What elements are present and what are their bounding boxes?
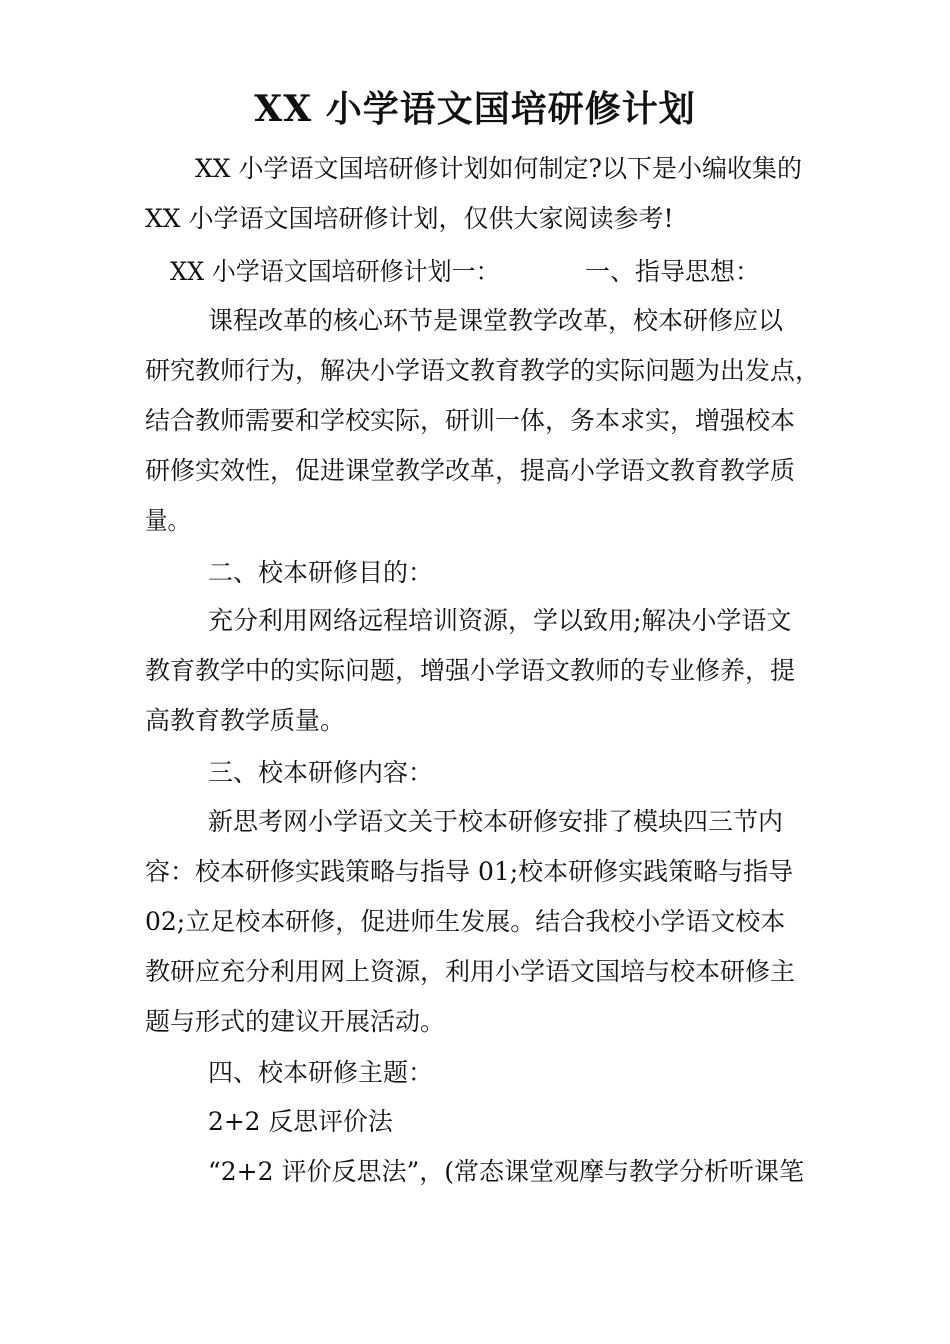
- section-four-heading: 四、校本研修主题：: [208, 1058, 434, 1087]
- document-title: XX 小学语文国培研修计划: [254, 88, 696, 130]
- paragraph-line: 教研应充分利用网上资源，利用小学语文国培与校本研修主: [145, 957, 796, 986]
- plan-one-heading: XX 小学语文国培研修计划一：: [170, 257, 500, 286]
- paragraph-line: 02;立足校本研修，促进师生发展。结合我校小学语文校本: [145, 907, 786, 936]
- paragraph-line: 教育教学中的实际问题，增强小学语文教师的专业修养，提: [145, 656, 796, 685]
- paragraph-line: 结合教师需要和学校实际，研训一体，务本求实，增强校本: [145, 406, 796, 435]
- paragraph-line: 充分利用网络远程培训资源，学以致用;解决小学语文: [208, 606, 792, 635]
- paragraph-line: 题与形式的建议开展活动。: [145, 1007, 446, 1036]
- section-three-heading: 三、校本研修内容：: [208, 758, 434, 787]
- paragraph-line: 课程改革的核心环节是课堂教学改革，校本研修应以: [208, 306, 784, 335]
- paragraph-line: 量。: [145, 506, 191, 535]
- paragraph-line: 研究教师行为，解决小学语文教育教学的实际问题为出发点，: [145, 356, 821, 385]
- method-heading: 2+2 反思评价法: [208, 1107, 393, 1136]
- paragraph-line: 高教育教学质量。: [145, 706, 346, 735]
- intro-line-1: XX 小学语文国培研修计划如何制定?以下是小编收集的: [195, 154, 802, 183]
- paragraph-line: 研修实效性，促进课堂教学改革，提高小学语文教育教学质: [145, 456, 796, 485]
- paragraph-line: 新思考网小学语文关于校本研修安排了模块四三节内: [208, 807, 784, 836]
- intro-line-2: XX 小学语文国培研修计划，仅供大家阅读参考!: [145, 204, 674, 233]
- section-two-heading: 二、校本研修目的：: [208, 558, 434, 587]
- paragraph-line: “2+2 评价反思法”，(常态课堂观摩与教学分析听课笔: [208, 1157, 805, 1186]
- section-one-heading: 一、指导思想：: [585, 257, 761, 286]
- paragraph-line: 容：校本研修实践策略与指导 01;校本研修实践策略与指导: [145, 857, 794, 886]
